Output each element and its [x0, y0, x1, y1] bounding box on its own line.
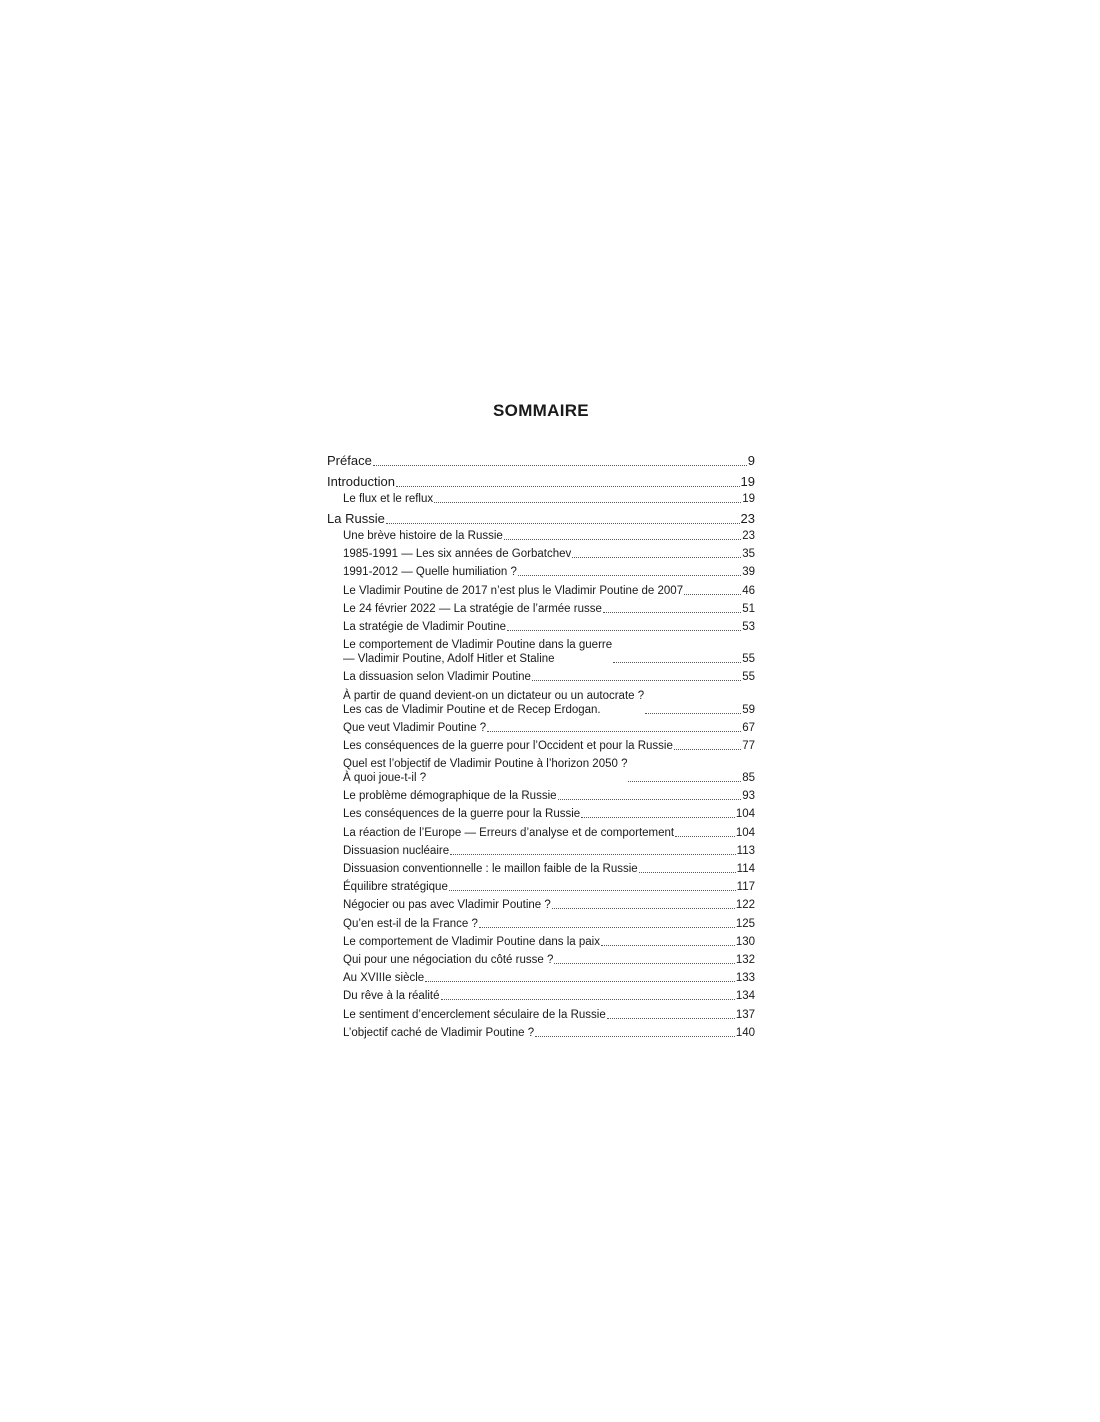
toc-dot-leader: [487, 730, 741, 732]
toc-page-number: 9: [747, 453, 755, 468]
toc-dot-leader: [386, 522, 740, 524]
toc-dot-leader: [645, 712, 741, 714]
toc-entry: [327, 880, 755, 894]
toc-entry: [327, 971, 755, 985]
toc-dot-leader: [552, 907, 735, 909]
toc-entry: [327, 757, 755, 785]
toc-dot-leader: [449, 889, 736, 891]
toc-entry: [327, 1026, 755, 1040]
toc-entry: [327, 953, 755, 967]
toc-entry-label: Que veut Vladimir Poutine ?: [343, 721, 487, 734]
toc-page-number: 140: [735, 1026, 755, 1039]
toc-page-number: 19: [742, 493, 755, 505]
toc-entry: [327, 547, 755, 561]
toc-page-number: 35: [742, 548, 755, 561]
toc-entry-label: Préface: [327, 453, 372, 468]
toc-entry-label: 1991-2012 — Quelle humiliation ?: [343, 566, 517, 579]
toc-entry: [327, 789, 755, 803]
toc-dot-leader: [613, 661, 741, 663]
toc-page-number: 113: [736, 844, 755, 857]
toc-entry-label: Quel est l’objectif de Vladimir Poutine à l’horizon 2050 ? À quoi joue-t-il ?: [343, 758, 628, 785]
toc-entry-label: La dissuasion selon Vladimir Poutine: [343, 671, 531, 684]
toc-entry: [327, 529, 755, 543]
toc-page-number: 104: [735, 808, 755, 821]
toc-entry: [327, 721, 755, 735]
toc-entry: [327, 584, 755, 598]
toc-page-number: 39: [742, 566, 755, 579]
toc-entry-label: Le problème démographique de la Russie: [343, 790, 557, 803]
toc-entry-label: Dissuasion nucléaire: [343, 844, 450, 857]
toc-entry: [327, 638, 755, 666]
toc-dot-leader: [518, 574, 741, 576]
toc-section: [327, 453, 755, 469]
toc-entry-label: Du rêve à la réalité: [343, 990, 440, 1003]
toc-section: [327, 511, 755, 527]
toc-entry: [327, 602, 755, 616]
toc-dot-leader: [601, 944, 735, 946]
toc-entry-label: Le 24 février 2022 — La stratégie de l’armée russe: [343, 602, 602, 615]
toc-page-number: 23: [740, 511, 755, 526]
toc-entry-label: Qui pour une négociation du côté russe ?: [343, 953, 554, 966]
toc-entry-label: Les conséquences de la guerre pour l’Occident et pour la Russie: [343, 739, 673, 752]
toc-page-number: 104: [735, 826, 755, 839]
toc-dot-leader: [572, 556, 741, 558]
toc-dot-leader: [675, 835, 735, 837]
toc-dot-leader: [441, 998, 735, 1000]
toc-section: [327, 474, 755, 490]
toc-page-number: 23: [742, 530, 755, 542]
toc-page-number: 53: [742, 620, 755, 633]
toc-page-number: 125: [735, 917, 755, 930]
toc-dot-leader: [558, 798, 742, 800]
toc-page-number: 55: [742, 671, 755, 684]
table-of-contents: [327, 453, 755, 1044]
toc-entry-label: Introduction: [327, 474, 395, 489]
toc-page-number: 67: [742, 721, 755, 734]
toc-page-number: 55: [742, 653, 755, 666]
toc-dot-leader: [607, 1017, 735, 1019]
toc-entry: [327, 935, 755, 949]
toc-page-number: 93: [742, 790, 755, 803]
toc-dot-leader: [535, 1035, 735, 1037]
toc-entry-label: Dissuasion conventionnelle : le maillon faible de la Russie: [343, 863, 638, 875]
toc-entry-label: La stratégie de Vladimir Poutine: [343, 620, 507, 633]
toc-entry-label: À partir de quand devient-on un dictateur ou un autocrate ? Les cas de Vladimir Poutine et de Recep Erdogan.: [343, 689, 645, 716]
toc-entry-label: Le Vladimir Poutine de 2017 n’est plus le Vladimir Poutine de 2007: [343, 584, 684, 597]
toc-dot-leader: [425, 980, 735, 982]
toc-page-number: 133: [735, 972, 755, 985]
toc-entry: [327, 917, 755, 931]
toc-entry-label: Le comportement de Vladimir Poutine dans la paix: [343, 935, 600, 948]
toc-page-number: 59: [742, 703, 755, 716]
toc-entry: [327, 689, 755, 717]
toc-entry-label: Équilibre stratégique: [343, 881, 448, 894]
toc-entry: [327, 862, 755, 876]
toc-page-number: 51: [742, 602, 755, 615]
toc-page-number: 137: [735, 1008, 755, 1021]
toc-entry: [327, 670, 755, 684]
toc-entry-label: Négocier ou pas avec Vladimir Poutine ?: [343, 899, 551, 912]
toc-entry: [327, 989, 755, 1003]
toc-entry-label: 1985-1991 — Les six années de Gorbatchev: [343, 548, 572, 561]
toc-entry-label: Au XVIIIe siècle: [343, 972, 425, 985]
toc-entry-label: Qu’en est-il de la France ?: [343, 917, 478, 930]
toc-dot-leader: [479, 926, 735, 928]
toc-page-number: 132: [735, 953, 755, 966]
toc-entry: [327, 844, 755, 858]
toc-dot-leader: [554, 962, 734, 964]
toc-dot-leader: [373, 464, 747, 466]
toc-page-number: 77: [742, 739, 755, 752]
toc-page-number: 130: [735, 935, 755, 948]
toc-entry: [327, 826, 755, 840]
toc-entry: [327, 492, 755, 506]
toc-dot-leader: [396, 485, 740, 487]
toc-entry: [327, 620, 755, 634]
toc-entry-label: Une brève histoire de la Russie: [343, 530, 503, 542]
toc-dot-leader: [628, 780, 741, 782]
toc-entry: [327, 898, 755, 912]
toc-page-number: 122: [735, 899, 755, 912]
toc-entry: [327, 807, 755, 821]
toc-page-number: 134: [735, 990, 755, 1003]
toc-page-number: 46: [742, 584, 755, 597]
toc-dot-leader: [504, 538, 741, 540]
toc-entry-label: La réaction de l’Europe — Erreurs d’analyse et de comportement: [343, 826, 675, 839]
toc-dot-leader: [684, 593, 741, 595]
toc-dot-leader: [674, 748, 741, 750]
toc-entry-label: Le comportement de Vladimir Poutine dans la guerre — Vladimir Poutine, Adolf Hitler et Staline: [343, 639, 613, 666]
toc-page-number: 19: [740, 474, 755, 489]
toc-dot-leader: [639, 871, 736, 873]
page-title: SOMMAIRE: [493, 401, 589, 420]
toc-entry-label: Les conséquences de la guerre pour la Russie: [343, 808, 581, 821]
toc-entry: [327, 565, 755, 579]
toc-dot-leader: [450, 853, 736, 855]
toc-entry-label: Le flux et le reflux: [343, 493, 434, 505]
toc-dot-leader: [603, 611, 741, 613]
toc-page-number: 85: [742, 772, 755, 785]
toc-dot-leader: [434, 501, 741, 503]
toc-entry-label: La Russie: [327, 511, 385, 526]
toc-entry-label: L’objectif caché de Vladimir Poutine ?: [343, 1026, 535, 1039]
toc-entry: [327, 739, 755, 753]
toc-entry: [327, 1008, 755, 1022]
toc-page-number: 114: [736, 863, 755, 875]
toc-entry-label: Le sentiment d’encerclement séculaire de la Russie: [343, 1008, 606, 1021]
toc-dot-leader: [532, 679, 741, 681]
toc-dot-leader: [581, 816, 735, 818]
toc-page-number: 117: [736, 881, 755, 894]
toc-dot-leader: [507, 629, 741, 631]
